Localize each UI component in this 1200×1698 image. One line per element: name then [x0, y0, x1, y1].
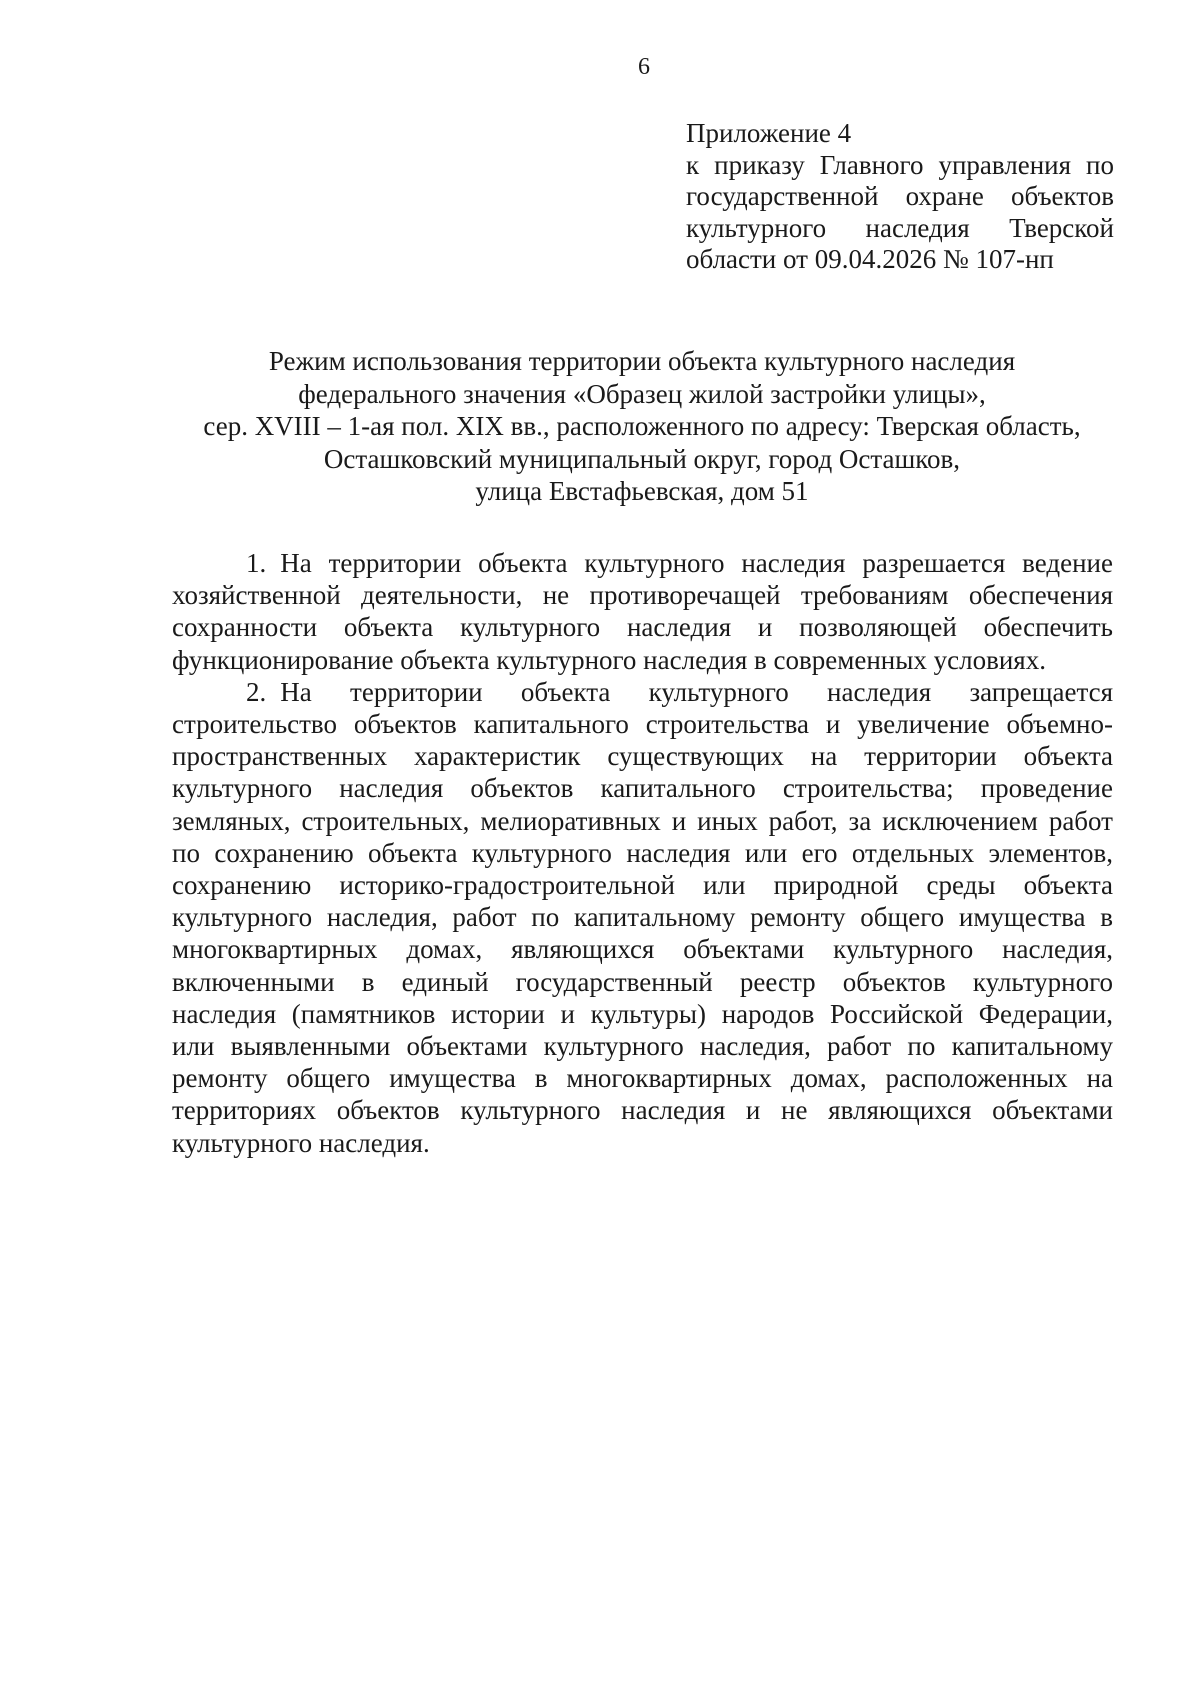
paragraph-line: культурного наследия.: [172, 1127, 430, 1158]
paragraph-text: На территории объекта культурного наследия разрешается ведение: [280, 548, 1113, 578]
title-line: улица Евстафьевская, дом 51: [475, 476, 809, 506]
paragraph-line: ремонту общего имущества в многоквартирных домах, расположенных на: [172, 1063, 1113, 1094]
paragraph-line: культурного наследия, работ по капитальному ремонту общего имущества в: [172, 902, 1113, 933]
title-line: Режим использования территории объекта культурного наследия: [268, 346, 1016, 376]
title-line: федерального значения «Образец жилой застройки улицы»,: [298, 378, 986, 409]
appendix-line: культурного наследия Тверской: [686, 212, 1114, 243]
paragraph-line: [172, 547, 1113, 579]
paragraph-line: строительство объектов капитального строительства и увеличение объемно-: [172, 709, 1113, 740]
paragraph-line: территориях объектов культурного наследия и не являющихся объектами: [172, 1095, 1113, 1126]
paragraph-line: включенными в единый государственный реестр объектов культурного: [172, 966, 1113, 997]
title-line: Осташковский муниципальный округ, город Осташков,: [323, 443, 961, 474]
appendix-line: области от 09.04.2026 № 107-нп: [686, 244, 1054, 274]
appendix-line: к приказу Главного управления по: [686, 149, 1114, 180]
paragraph-text: На территории объекта культурного наследия запрещается: [280, 676, 1113, 707]
paragraph-line: [172, 676, 1113, 708]
appendix-header: [686, 118, 1114, 276]
document-body: [172, 547, 1113, 1159]
paragraph-line: функционирование объекта культурного наследия в современных условиях.: [172, 644, 1046, 675]
paragraph-line: пространственных характеристик существующих на территории объекта: [172, 741, 1113, 772]
paragraph-line: сохранению историко-градостроительной или природной среды объекта: [172, 870, 1113, 901]
appendix-line: Приложение 4: [686, 118, 852, 148]
paragraph-line: земляных, строительных, мелиоративных и иных работ, за исключением работ: [172, 805, 1113, 836]
paragraph-line: по сохранению объекта культурного наследия или его отдельных элементов,: [172, 837, 1113, 868]
paragraph-line: многоквартирных домах, являющихся объектами культурного наследия,: [172, 934, 1113, 965]
appendix-line: государственной охране объектов: [686, 181, 1114, 211]
paragraph-number: 1.: [246, 548, 267, 578]
paragraph-line: хозяйственной деятельности, не противоречащей требованиям обеспечения: [172, 580, 1113, 611]
paragraph-1: [172, 547, 1113, 676]
paragraph-line: наследия (памятников истории и культуры) народов Российской Федерации,: [172, 998, 1113, 1029]
paragraph-line: культурного наследия объектов капитального строительства; проведение: [172, 773, 1113, 804]
paragraph-line: или выявленными объектами культурного наследия, работ по капитальному: [172, 1031, 1113, 1062]
page-number: 6: [638, 54, 650, 80]
paragraph-number: 2.: [246, 676, 267, 707]
title-line: сер. XVIII – 1-ая пол. XIX вв., расположенного по адресу: Тверская область,: [203, 411, 1081, 441]
paragraph-line: сохранности объекта культурного наследия и позволяющей обеспечить: [172, 612, 1113, 643]
document-title: [160, 345, 1124, 508]
paragraph-2: [172, 676, 1113, 1159]
